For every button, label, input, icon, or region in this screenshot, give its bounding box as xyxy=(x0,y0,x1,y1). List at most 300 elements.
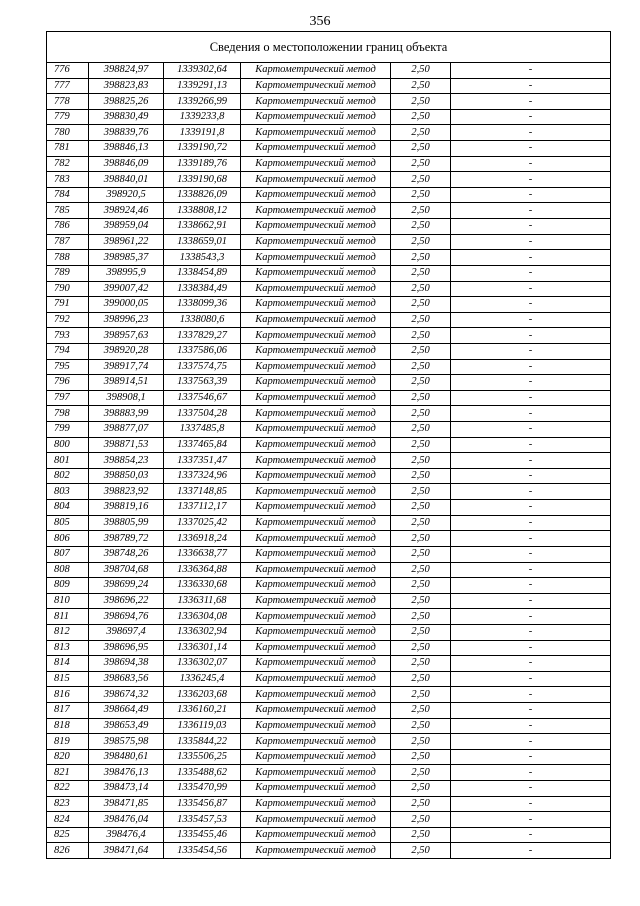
method-cell: Картометрический метод xyxy=(241,546,391,562)
note-cell: - xyxy=(451,109,611,125)
point-number-cell: 818 xyxy=(47,718,89,734)
point-number-cell: 801 xyxy=(47,453,89,469)
method-cell: Картометрический метод xyxy=(241,781,391,797)
y-coordinate-cell: 1335454,56 xyxy=(164,843,241,859)
note-cell: - xyxy=(451,312,611,328)
point-number-cell: 778 xyxy=(47,94,89,110)
accuracy-cell: 2,50 xyxy=(391,406,451,422)
y-coordinate-cell: 1339266,99 xyxy=(164,94,241,110)
point-number-cell: 786 xyxy=(47,219,89,235)
point-number-cell: 782 xyxy=(47,156,89,172)
point-number-cell: 808 xyxy=(47,562,89,578)
point-number-cell: 825 xyxy=(47,827,89,843)
method-cell: Картометрический метод xyxy=(241,453,391,469)
accuracy-cell: 2,50 xyxy=(391,78,451,94)
accuracy-cell: 2,50 xyxy=(391,265,451,281)
method-cell: Картометрический метод xyxy=(241,234,391,250)
x-coordinate-cell: 398908,1 xyxy=(89,390,164,406)
accuracy-cell: 2,50 xyxy=(391,765,451,781)
y-coordinate-cell: 1337351,47 xyxy=(164,453,241,469)
y-coordinate-cell: 1336638,77 xyxy=(164,546,241,562)
y-coordinate-cell: 1335488,62 xyxy=(164,765,241,781)
accuracy-cell: 2,50 xyxy=(391,328,451,344)
x-coordinate-cell: 398959,04 xyxy=(89,219,164,235)
note-cell: - xyxy=(451,297,611,313)
y-coordinate-cell: 1338099,36 xyxy=(164,297,241,313)
x-coordinate-cell: 398961,22 xyxy=(89,234,164,250)
accuracy-cell: 2,50 xyxy=(391,843,451,859)
point-number-cell: 826 xyxy=(47,843,89,859)
accuracy-cell: 2,50 xyxy=(391,453,451,469)
accuracy-cell: 2,50 xyxy=(391,359,451,375)
table-row xyxy=(47,749,611,765)
x-coordinate-cell: 398471,85 xyxy=(89,796,164,812)
x-coordinate-cell: 398476,4 xyxy=(89,827,164,843)
note-cell: - xyxy=(451,734,611,750)
accuracy-cell: 2,50 xyxy=(391,812,451,828)
table-row xyxy=(47,562,611,578)
x-coordinate-cell: 398840,01 xyxy=(89,172,164,188)
x-coordinate-cell: 398694,76 xyxy=(89,609,164,625)
point-number-cell: 805 xyxy=(47,515,89,531)
method-cell: Картометрический метод xyxy=(241,609,391,625)
table-row xyxy=(47,250,611,266)
note-cell: - xyxy=(451,687,611,703)
accuracy-cell: 2,50 xyxy=(391,187,451,203)
accuracy-cell: 2,50 xyxy=(391,125,451,141)
note-cell: - xyxy=(451,515,611,531)
y-coordinate-cell: 1338454,89 xyxy=(164,265,241,281)
x-coordinate-cell: 398850,03 xyxy=(89,468,164,484)
point-number-cell: 776 xyxy=(47,63,89,79)
x-coordinate-cell: 398674,32 xyxy=(89,687,164,703)
table-row xyxy=(47,640,611,656)
y-coordinate-cell: 1336330,68 xyxy=(164,578,241,594)
table-row xyxy=(47,390,611,406)
note-cell: - xyxy=(451,343,611,359)
table-row xyxy=(47,702,611,718)
x-coordinate-cell: 398819,16 xyxy=(89,500,164,516)
point-number-cell: 793 xyxy=(47,328,89,344)
table-row xyxy=(47,609,611,625)
point-number-cell: 819 xyxy=(47,734,89,750)
x-coordinate-cell: 398789,72 xyxy=(89,531,164,547)
note-cell: - xyxy=(451,781,611,797)
table-row xyxy=(47,203,611,219)
method-cell: Картометрический метод xyxy=(241,422,391,438)
method-cell: Картометрический метод xyxy=(241,827,391,843)
point-number-cell: 792 xyxy=(47,312,89,328)
point-number-cell: 822 xyxy=(47,781,89,797)
y-coordinate-cell: 1337586,06 xyxy=(164,343,241,359)
accuracy-cell: 2,50 xyxy=(391,390,451,406)
y-coordinate-cell: 1339302,64 xyxy=(164,63,241,79)
table-row xyxy=(47,219,611,235)
note-cell: - xyxy=(451,422,611,438)
x-coordinate-cell: 398476,13 xyxy=(89,765,164,781)
method-cell: Картометрический метод xyxy=(241,687,391,703)
method-cell: Картометрический метод xyxy=(241,531,391,547)
method-cell: Картометрический метод xyxy=(241,765,391,781)
x-coordinate-cell: 398839,76 xyxy=(89,125,164,141)
accuracy-cell: 2,50 xyxy=(391,297,451,313)
accuracy-cell: 2,50 xyxy=(391,718,451,734)
method-cell: Картометрический метод xyxy=(241,734,391,750)
y-coordinate-cell: 1339233,8 xyxy=(164,109,241,125)
x-coordinate-cell: 398920,28 xyxy=(89,343,164,359)
point-number-cell: 813 xyxy=(47,640,89,656)
method-cell: Картометрический метод xyxy=(241,63,391,79)
point-number-cell: 779 xyxy=(47,109,89,125)
accuracy-cell: 2,50 xyxy=(391,500,451,516)
x-coordinate-cell: 398825,26 xyxy=(89,94,164,110)
method-cell: Картометрический метод xyxy=(241,109,391,125)
accuracy-cell: 2,50 xyxy=(391,609,451,625)
note-cell: - xyxy=(451,328,611,344)
method-cell: Картометрический метод xyxy=(241,796,391,812)
accuracy-cell: 2,50 xyxy=(391,624,451,640)
x-coordinate-cell: 398924,46 xyxy=(89,203,164,219)
note-cell: - xyxy=(451,531,611,547)
note-cell: - xyxy=(451,187,611,203)
x-coordinate-cell: 398883,99 xyxy=(89,406,164,422)
table-row xyxy=(47,63,611,79)
x-coordinate-cell: 398476,04 xyxy=(89,812,164,828)
note-cell: - xyxy=(451,375,611,391)
y-coordinate-cell: 1339190,68 xyxy=(164,172,241,188)
method-cell: Картометрический метод xyxy=(241,281,391,297)
point-number-cell: 780 xyxy=(47,125,89,141)
x-coordinate-cell: 398653,49 xyxy=(89,718,164,734)
point-number-cell: 777 xyxy=(47,78,89,94)
point-number-cell: 799 xyxy=(47,422,89,438)
table-row xyxy=(47,843,611,859)
note-cell: - xyxy=(451,453,611,469)
table-row xyxy=(47,343,611,359)
x-coordinate-cell: 398473,14 xyxy=(89,781,164,797)
note-cell: - xyxy=(451,141,611,157)
y-coordinate-cell: 1338080,6 xyxy=(164,312,241,328)
accuracy-cell: 2,50 xyxy=(391,484,451,500)
method-cell: Картометрический метод xyxy=(241,578,391,594)
note-cell: - xyxy=(451,765,611,781)
table-body xyxy=(47,63,611,859)
note-cell: - xyxy=(451,281,611,297)
note-cell: - xyxy=(451,578,611,594)
x-coordinate-cell: 398917,74 xyxy=(89,359,164,375)
x-coordinate-cell: 398480,61 xyxy=(89,749,164,765)
note-cell: - xyxy=(451,437,611,453)
table-row xyxy=(47,812,611,828)
y-coordinate-cell: 1339190,72 xyxy=(164,141,241,157)
point-number-cell: 795 xyxy=(47,359,89,375)
y-coordinate-cell: 1337465,84 xyxy=(164,437,241,453)
accuracy-cell: 2,50 xyxy=(391,687,451,703)
table-row xyxy=(47,437,611,453)
table-row xyxy=(47,781,611,797)
point-number-cell: 783 xyxy=(47,172,89,188)
note-cell: - xyxy=(451,78,611,94)
table-row xyxy=(47,671,611,687)
accuracy-cell: 2,50 xyxy=(391,562,451,578)
x-coordinate-cell: 398830,49 xyxy=(89,109,164,125)
point-number-cell: 803 xyxy=(47,484,89,500)
y-coordinate-cell: 1336301,14 xyxy=(164,640,241,656)
accuracy-cell: 2,50 xyxy=(391,94,451,110)
note-cell: - xyxy=(451,250,611,266)
method-cell: Картометрический метод xyxy=(241,78,391,94)
accuracy-cell: 2,50 xyxy=(391,437,451,453)
table-row xyxy=(47,656,611,672)
table-row xyxy=(47,141,611,157)
y-coordinate-cell: 1335844,22 xyxy=(164,734,241,750)
table-row xyxy=(47,484,611,500)
table-row xyxy=(47,578,611,594)
point-number-cell: 798 xyxy=(47,406,89,422)
method-cell: Картометрический метод xyxy=(241,390,391,406)
y-coordinate-cell: 1336160,21 xyxy=(164,702,241,718)
x-coordinate-cell: 398824,97 xyxy=(89,63,164,79)
note-cell: - xyxy=(451,172,611,188)
point-number-cell: 824 xyxy=(47,812,89,828)
x-coordinate-cell: 398957,63 xyxy=(89,328,164,344)
accuracy-cell: 2,50 xyxy=(391,141,451,157)
y-coordinate-cell: 1336304,08 xyxy=(164,609,241,625)
table-row xyxy=(47,687,611,703)
method-cell: Картометрический метод xyxy=(241,749,391,765)
note-cell: - xyxy=(451,640,611,656)
note-cell: - xyxy=(451,796,611,812)
table-row xyxy=(47,453,611,469)
method-cell: Картометрический метод xyxy=(241,312,391,328)
accuracy-cell: 2,50 xyxy=(391,250,451,266)
note-cell: - xyxy=(451,562,611,578)
accuracy-cell: 2,50 xyxy=(391,546,451,562)
x-coordinate-cell: 398985,37 xyxy=(89,250,164,266)
accuracy-cell: 2,50 xyxy=(391,656,451,672)
method-cell: Картометрический метод xyxy=(241,141,391,157)
x-coordinate-cell: 398704,68 xyxy=(89,562,164,578)
method-cell: Картометрический метод xyxy=(241,328,391,344)
method-cell: Картометрический метод xyxy=(241,203,391,219)
point-number-cell: 790 xyxy=(47,281,89,297)
table-row xyxy=(47,156,611,172)
y-coordinate-cell: 1335456,87 xyxy=(164,796,241,812)
method-cell: Картометрический метод xyxy=(241,265,391,281)
x-coordinate-cell: 398996,23 xyxy=(89,312,164,328)
y-coordinate-cell: 1335506,25 xyxy=(164,749,241,765)
method-cell: Картометрический метод xyxy=(241,359,391,375)
point-number-cell: 804 xyxy=(47,500,89,516)
note-cell: - xyxy=(451,749,611,765)
point-number-cell: 816 xyxy=(47,687,89,703)
point-number-cell: 806 xyxy=(47,531,89,547)
method-cell: Картометрический метод xyxy=(241,515,391,531)
y-coordinate-cell: 1337148,85 xyxy=(164,484,241,500)
table-title: Сведения о местоположении границ объекта xyxy=(47,32,611,63)
table-row xyxy=(47,422,611,438)
y-coordinate-cell: 1336119,03 xyxy=(164,718,241,734)
table-row xyxy=(47,297,611,313)
point-number-cell: 791 xyxy=(47,297,89,313)
method-cell: Картометрический метод xyxy=(241,437,391,453)
method-cell: Картометрический метод xyxy=(241,656,391,672)
method-cell: Картометрический метод xyxy=(241,843,391,859)
note-cell: - xyxy=(451,156,611,172)
y-coordinate-cell: 1337563,39 xyxy=(164,375,241,391)
note-cell: - xyxy=(451,812,611,828)
y-coordinate-cell: 1338543,3 xyxy=(164,250,241,266)
accuracy-cell: 2,50 xyxy=(391,156,451,172)
note-cell: - xyxy=(451,203,611,219)
method-cell: Картометрический метод xyxy=(241,593,391,609)
y-coordinate-cell: 1338659,01 xyxy=(164,234,241,250)
y-coordinate-cell: 1337112,17 xyxy=(164,500,241,516)
page-number: 356 xyxy=(309,14,331,29)
accuracy-cell: 2,50 xyxy=(391,593,451,609)
note-cell: - xyxy=(451,125,611,141)
note-cell: - xyxy=(451,671,611,687)
note-cell: - xyxy=(451,827,611,843)
x-coordinate-cell: 399000,05 xyxy=(89,297,164,313)
table-row xyxy=(47,109,611,125)
method-cell: Картометрический метод xyxy=(241,624,391,640)
accuracy-cell: 2,50 xyxy=(391,640,451,656)
point-number-cell: 800 xyxy=(47,437,89,453)
table-row xyxy=(47,172,611,188)
accuracy-cell: 2,50 xyxy=(391,312,451,328)
method-cell: Картометрический метод xyxy=(241,640,391,656)
point-number-cell: 787 xyxy=(47,234,89,250)
point-number-cell: 823 xyxy=(47,796,89,812)
table-row xyxy=(47,94,611,110)
x-coordinate-cell: 398471,64 xyxy=(89,843,164,859)
table-row xyxy=(47,234,611,250)
point-number-cell: 788 xyxy=(47,250,89,266)
y-coordinate-cell: 1339191,8 xyxy=(164,125,241,141)
y-coordinate-cell: 1337829,27 xyxy=(164,328,241,344)
accuracy-cell: 2,50 xyxy=(391,343,451,359)
point-number-cell: 797 xyxy=(47,390,89,406)
y-coordinate-cell: 1335455,46 xyxy=(164,827,241,843)
y-coordinate-cell: 1339189,76 xyxy=(164,156,241,172)
x-coordinate-cell: 398575,98 xyxy=(89,734,164,750)
table-row xyxy=(47,624,611,640)
accuracy-cell: 2,50 xyxy=(391,109,451,125)
note-cell: - xyxy=(451,359,611,375)
x-coordinate-cell: 398696,22 xyxy=(89,593,164,609)
x-coordinate-cell: 398805,99 xyxy=(89,515,164,531)
x-coordinate-cell: 398877,07 xyxy=(89,422,164,438)
method-cell: Картометрический метод xyxy=(241,250,391,266)
accuracy-cell: 2,50 xyxy=(391,281,451,297)
y-coordinate-cell: 1336364,88 xyxy=(164,562,241,578)
table-row xyxy=(47,187,611,203)
y-coordinate-cell: 1336245,4 xyxy=(164,671,241,687)
method-cell: Картометрический метод xyxy=(241,219,391,235)
accuracy-cell: 2,50 xyxy=(391,63,451,79)
note-cell: - xyxy=(451,234,611,250)
x-coordinate-cell: 398697,4 xyxy=(89,624,164,640)
method-cell: Картометрический метод xyxy=(241,812,391,828)
x-coordinate-cell: 398696,95 xyxy=(89,640,164,656)
method-cell: Картометрический метод xyxy=(241,562,391,578)
x-coordinate-cell: 398846,13 xyxy=(89,141,164,157)
y-coordinate-cell: 1337025,42 xyxy=(164,515,241,531)
note-cell: - xyxy=(451,94,611,110)
note-cell: - xyxy=(451,546,611,562)
note-cell: - xyxy=(451,63,611,79)
y-coordinate-cell: 1337504,28 xyxy=(164,406,241,422)
method-cell: Картометрический метод xyxy=(241,343,391,359)
table-row xyxy=(47,78,611,94)
x-coordinate-cell: 398683,56 xyxy=(89,671,164,687)
accuracy-cell: 2,50 xyxy=(391,796,451,812)
x-coordinate-cell: 398914,51 xyxy=(89,375,164,391)
note-cell: - xyxy=(451,500,611,516)
accuracy-cell: 2,50 xyxy=(391,515,451,531)
method-cell: Картометрический метод xyxy=(241,468,391,484)
x-coordinate-cell: 398699,24 xyxy=(89,578,164,594)
point-number-cell: 821 xyxy=(47,765,89,781)
point-number-cell: 802 xyxy=(47,468,89,484)
point-number-cell: 781 xyxy=(47,141,89,157)
accuracy-cell: 2,50 xyxy=(391,234,451,250)
method-cell: Картометрический метод xyxy=(241,187,391,203)
x-coordinate-cell: 398871,53 xyxy=(89,437,164,453)
accuracy-cell: 2,50 xyxy=(391,172,451,188)
table-row xyxy=(47,515,611,531)
y-coordinate-cell: 1335457,53 xyxy=(164,812,241,828)
table-row xyxy=(47,500,611,516)
accuracy-cell: 2,50 xyxy=(391,734,451,750)
point-number-cell: 794 xyxy=(47,343,89,359)
method-cell: Картометрический метод xyxy=(241,375,391,391)
x-coordinate-cell: 398823,83 xyxy=(89,78,164,94)
table-row xyxy=(47,765,611,781)
accuracy-cell: 2,50 xyxy=(391,749,451,765)
method-cell: Картометрический метод xyxy=(241,718,391,734)
accuracy-cell: 2,50 xyxy=(391,531,451,547)
point-number-cell: 820 xyxy=(47,749,89,765)
point-number-cell: 814 xyxy=(47,656,89,672)
method-cell: Картометрический метод xyxy=(241,500,391,516)
note-cell: - xyxy=(451,219,611,235)
table-row xyxy=(47,359,611,375)
accuracy-cell: 2,50 xyxy=(391,781,451,797)
x-coordinate-cell: 398694,38 xyxy=(89,656,164,672)
note-cell: - xyxy=(451,484,611,500)
y-coordinate-cell: 1336311,68 xyxy=(164,593,241,609)
table-row xyxy=(47,328,611,344)
note-cell: - xyxy=(451,609,611,625)
point-number-cell: 815 xyxy=(47,671,89,687)
y-coordinate-cell: 1337546,67 xyxy=(164,390,241,406)
accuracy-cell: 2,50 xyxy=(391,671,451,687)
note-cell: - xyxy=(451,718,611,734)
y-coordinate-cell: 1335470,99 xyxy=(164,781,241,797)
y-coordinate-cell: 1338384,49 xyxy=(164,281,241,297)
y-coordinate-cell: 1336302,94 xyxy=(164,624,241,640)
note-cell: - xyxy=(451,702,611,718)
point-number-cell: 809 xyxy=(47,578,89,594)
table-row xyxy=(47,468,611,484)
accuracy-cell: 2,50 xyxy=(391,578,451,594)
x-coordinate-cell: 399007,42 xyxy=(89,281,164,297)
method-cell: Картометрический метод xyxy=(241,172,391,188)
point-number-cell: 784 xyxy=(47,187,89,203)
point-number-cell: 811 xyxy=(47,609,89,625)
